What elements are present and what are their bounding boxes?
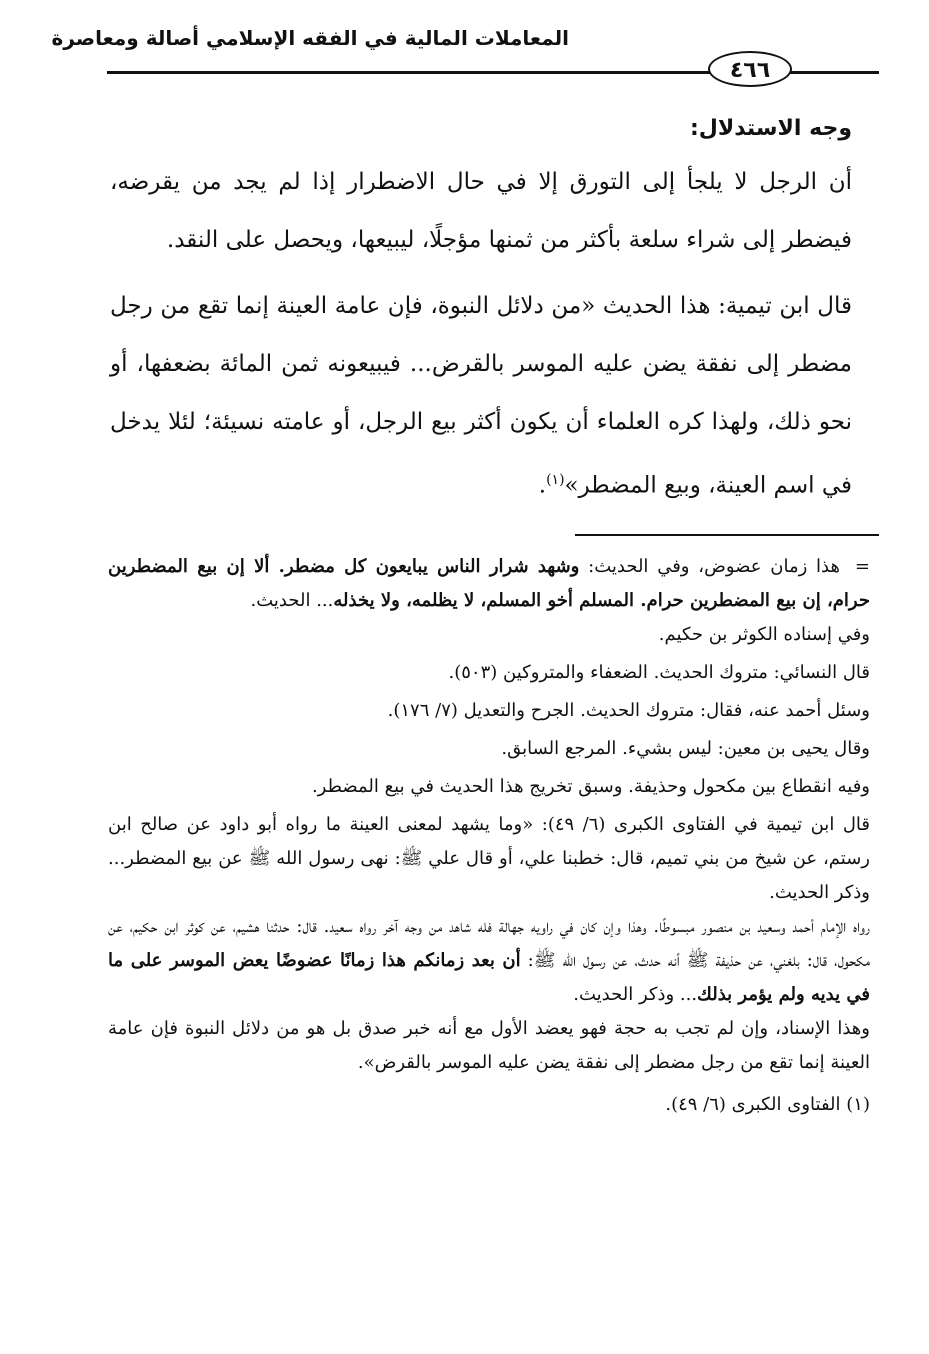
running-header-title: المعاملات المالية في الفقه الإسلامي أصالة ومعاصرة [51,26,569,50]
main-text [110,108,852,523]
footnote-block [108,910,870,1012]
paragraph-2-end: . [538,472,547,499]
paragraph-2 [110,277,852,515]
footnotes [108,550,870,1122]
footnote-line: وسئل أحمد عنه، فقال: متروك الحديث. الجرح والتعديل (٧/ ١٧٦). [387,700,870,721]
footnote-continued-block [108,550,870,618]
footnote-line: وفيه انقطاع بين مكحول وحذيفة. وسبق تخريج هذا الحديث في بيع المضطر. [311,776,870,797]
footnote-ref[interactable]: (١) [546,472,565,488]
paragraph-2-text: قال ابن تيمية: هذا الحديث «من دلائل النبوة، فإن عامة العينة إنما تقع من رجل مضطر إلى نفقة يضن عليه الموسر بالقرض... فيبيعونه ثمن المائة بضعفها، أو نحو ذلك، ولهذا كره العلماء أن يكون أكثر بيع الرجل، أو عامته نسيئة؛ لئلا يدخل في اسم العينة، وبيع المضطر» [110,293,852,499]
footnote-hadith-text: وشهد شرار الناس يبايعون كل مضطر. ألا إن بيع المضطرين حرام، إن بيع المضطرين حرام. المسلم أخو المسلم، لا يظلمه، ولا يخذله [108,556,870,611]
continuation-mark: = [854,556,870,577]
footnote-line: وفي إسناده الكوثر بن حكيم. [658,624,870,645]
footnote-plain-text: رواه الإمام أحمد وسعيد بن منصور مبسوطًا. وهذا وإن كان في راويه جهالة فله شاهد من وجه آخر رواه سعيد. قال: حدثنا هشيم، عن كوثر ابن حكيم، عن مكحول، قال: بلغني، عن حذيفة ﷺ أنه حدث، عن رسول الله ﷺ: [108,916,870,971]
footnote-block: قال ابن تيمية في الفتاوى الكبرى (٦/ ٤٩): «وما يشهد لمعنى العينة ما رواه أبو داود عن صالح ابن رستم، عن شيخ من بني تميم، قال: خطبنا علي، أو قال علي ﷺ: نهى رسول الله ﷺ عن بيع المضطر... وذكر الحديث. [108,814,870,903]
footnote-tail-text: ... الحديث. [250,590,334,611]
footnote-1: (١) الفتاوى الكبرى (٦/ ٤٩). [665,1094,870,1115]
footnote-separator [575,534,879,536]
page-number-badge: ٤٦٦ [708,51,792,87]
section-heading: وجه الاستدلال: [689,116,852,141]
footnote-plain-text: هذا زمان عضوض، وفي الحديث: [579,556,840,577]
footnote-hadith-text: أن بعد زمانكم هذا زمانًا عضوضًا يعض الموسر على ما في يديه ولم يؤمر بذلك [108,950,870,1005]
footnote-tail-text: ... وذكر الحديث. [573,984,698,1005]
paragraph-1: أن الرجل لا يلجأ إلى التورق إلا في حال الاضطرار إذا لم يجد من يقرضه، فيضطر إلى شراء سلعة بأكثر من ثمنها مؤجلًا، ليبيعها، ويحصل على النقد. [110,169,852,253]
footnote-block: وهذا الإسناد، وإن لم تجب به حجة فهو يعضد الأول مع أنه خبر صدق بل هو من دلائل النبوة فإن عامة العينة إنما تقع من رجل مضطر إلى نفقة يضن عليه الموسر بالقرض». [108,1018,870,1073]
footnote-line: وقال يحيى بن معين: ليس بشيء. المرجع السابق. [501,738,870,759]
footnote-line: قال النسائي: متروك الحديث. الضعفاء والمتروكين (٥٠٣). [448,662,870,683]
